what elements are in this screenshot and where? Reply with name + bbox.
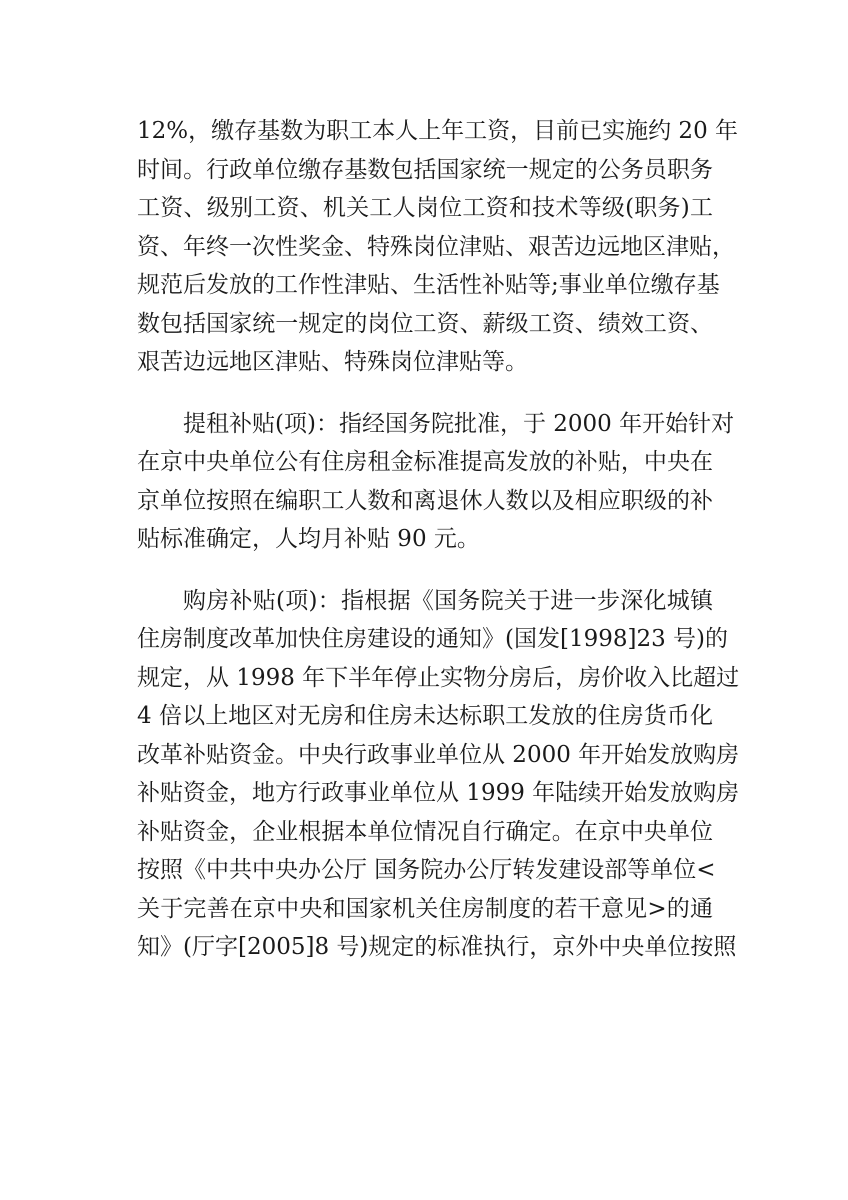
text-line: 艰苦边远地区津贴、特殊岗位津贴等。	[137, 349, 528, 375]
paragraph-housing-fund-base	[137, 112, 739, 382]
text-line: 购房补贴(项)：指根据《国务院关于进一步深化城镇	[183, 587, 713, 614]
paragraph-gap	[137, 559, 713, 582]
text-line: 时间。行政单位缴存基数包括国家统一规定的公务员职务	[137, 156, 713, 183]
text-line: 数包括国家统一规定的岗位工资、薪级工资、绩效工资、	[137, 310, 713, 337]
document-body	[137, 112, 740, 967]
text-line: 京单位按照在编职工人数和离退休人数以及相应职级的补	[137, 487, 713, 514]
text-line: 关于完善在京中央和国家机关住房制度的若干意见>的通	[137, 895, 713, 922]
text-line: 按照《中共中央办公厅 国务院办公厅转发建设部等单位<	[137, 857, 716, 883]
paragraph-gap	[137, 382, 713, 405]
text-line: 12%，缴存基数为职工本人上年工资，目前已实施约 20 年	[137, 118, 739, 144]
text-line: 规定，从 1998 年下半年停止实物分房后，房价收入比超过	[137, 664, 740, 691]
text-line: 改革补贴资金。中央行政事业单位从 2000 年开始发放购房	[137, 741, 740, 768]
text-line: 资、年终一次性奖金、特殊岗位津贴、艰苦边远地区津贴，	[137, 233, 735, 260]
paragraph-rent-subsidy	[137, 405, 735, 559]
text-line: 贴标准确定，人均月补贴 90 元。	[137, 526, 480, 552]
text-line: 知》(厅字[2005]8 号)规定的标准执行，京外中央单位按照	[137, 934, 737, 960]
text-line: 住房制度改革加快住房建设的通知》(国发[1998]23 号)的	[137, 626, 729, 652]
text-line: 规范后发放的工作性津贴、生活性补贴等;事业单位缴存基	[137, 272, 720, 298]
text-line: 在京中央单位公有住房租金标准提高发放的补贴，中央在	[137, 449, 713, 475]
text-line: 补贴资金，地方行政事业单位从 1999 年陆续开始发放购房	[137, 780, 740, 806]
text-line: 补贴资金，企业根据本单位情况自行确定。在京中央单位	[137, 818, 713, 845]
text-line: 工资、级别工资、机关工人岗位工资和技术等级(职务)工	[137, 195, 713, 221]
paragraph-purchase-subsidy	[137, 582, 740, 967]
text-line: 提租补贴(项)：指经国务院批准，于 2000 年开始针对	[183, 410, 735, 437]
text-line: 4 倍以上地区对无房和住房未达标职工发放的住房货币化	[137, 703, 713, 729]
